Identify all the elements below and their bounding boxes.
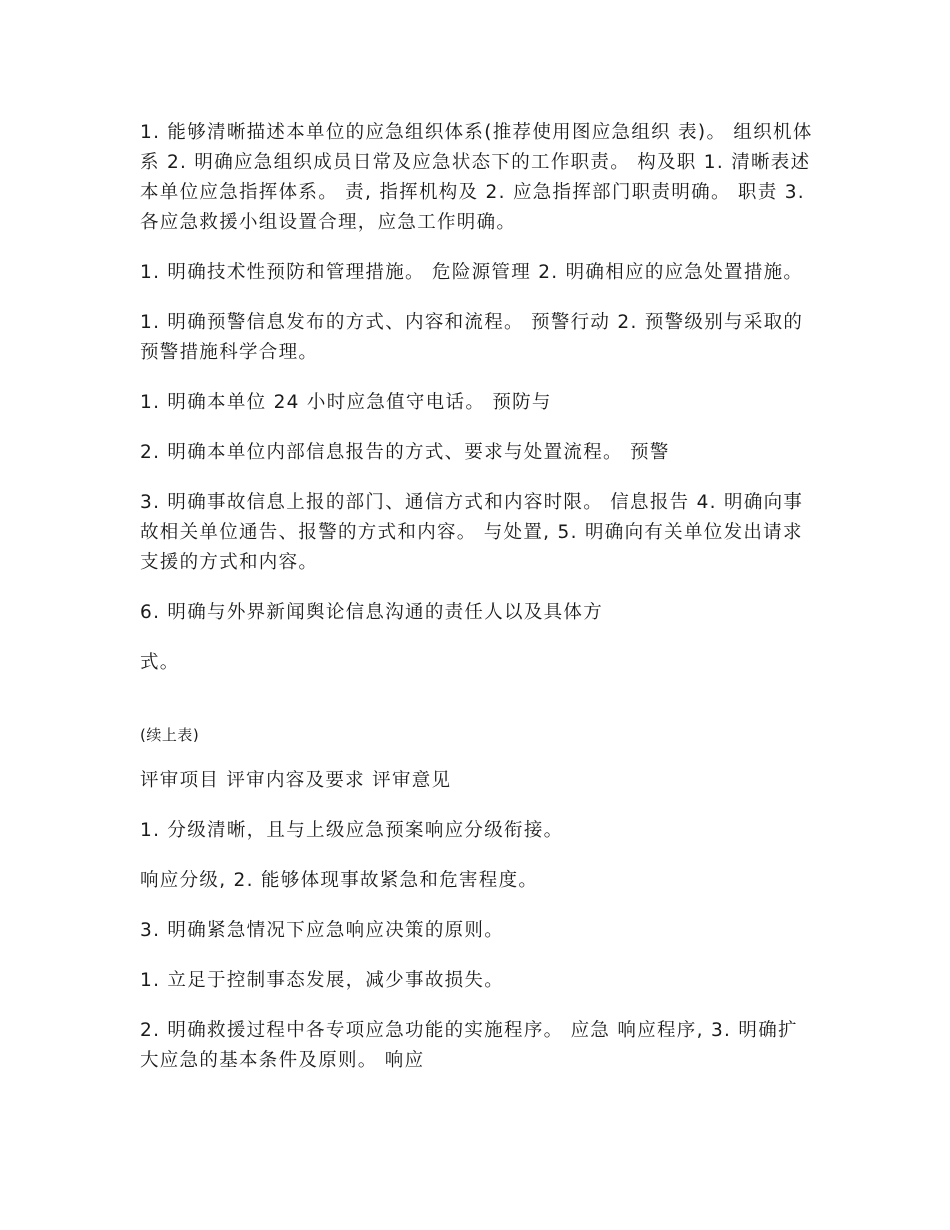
paragraph-response-grading-3: 3. 明确紧急情况下应急响应决策的原则。 xyxy=(140,920,505,941)
continued-table-note: (续上表) xyxy=(140,726,200,744)
paragraph-internal-reporting: 2. 明确本单位内部信息报告的方式、要求与处置流程。 预警 xyxy=(140,442,670,463)
paragraph-incident-reporting: 3. 明确事故信息上报的部门、通信方式和内容时限。 信息报告 4. 明确向事故相关单位通告、报警的方式和内容。 与处置, 5. 明确向有关单位发出请求支援的方式和内容。 xyxy=(140,492,804,573)
paragraph-media-communication-end: 式。 xyxy=(140,652,180,673)
paragraph-response-procedure-2: 2. 明确救援过程中各专项应急功能的实施程序。 应急 响应程序, 3. 明确扩大应急的基本条件及原则。 响应 xyxy=(140,1020,798,1071)
paragraph-response-grading-2: 响应分级, 2. 能够体现事故紧急和危害程度。 xyxy=(140,870,539,891)
paragraph-media-communication: 6. 明确与外界新闻舆论信息沟通的责任人以及具体方 xyxy=(140,602,604,623)
paragraph-hazard-management: 1. 明确技术性预防和管理措施。 危险源管理 2. 明确相应的应急处置措施。 xyxy=(140,262,804,283)
paragraph-duty-phone: 1. 明确本单位 24 小时应急值守电话。 预防与 xyxy=(140,392,552,413)
paragraph-response-procedure-1: 1. 立足于控制事态发展，减少事故损失。 xyxy=(140,970,505,991)
table-header-row: 评审项目 评审内容及要求 评审意见 xyxy=(140,770,452,791)
paragraph-organization-system: 1. 能够清晰描述本单位的应急组织体系(推荐使用图应急组织 表)。 组织机体系 2. 明确应急组织成员日常及应急状态下的工作职责。 构及职 1. 清晰表述本单位应急指挥体系。 责, 指挥机构及 2. 应急指挥部门职责明确。 职责 3. 各应急救援小组设置合理，应急工作明确。 xyxy=(140,122,813,233)
paragraph-warning-action: 1. 明确预警信息发布的方式、内容和流程。 预警行动 2. 预警级别与采取的预警措施科学合理。 xyxy=(140,312,804,363)
document-page xyxy=(140,118,816,1076)
paragraph-response-grading-1: 1. 分级清晰，且与上级应急预案响应分级衔接。 xyxy=(140,820,564,841)
